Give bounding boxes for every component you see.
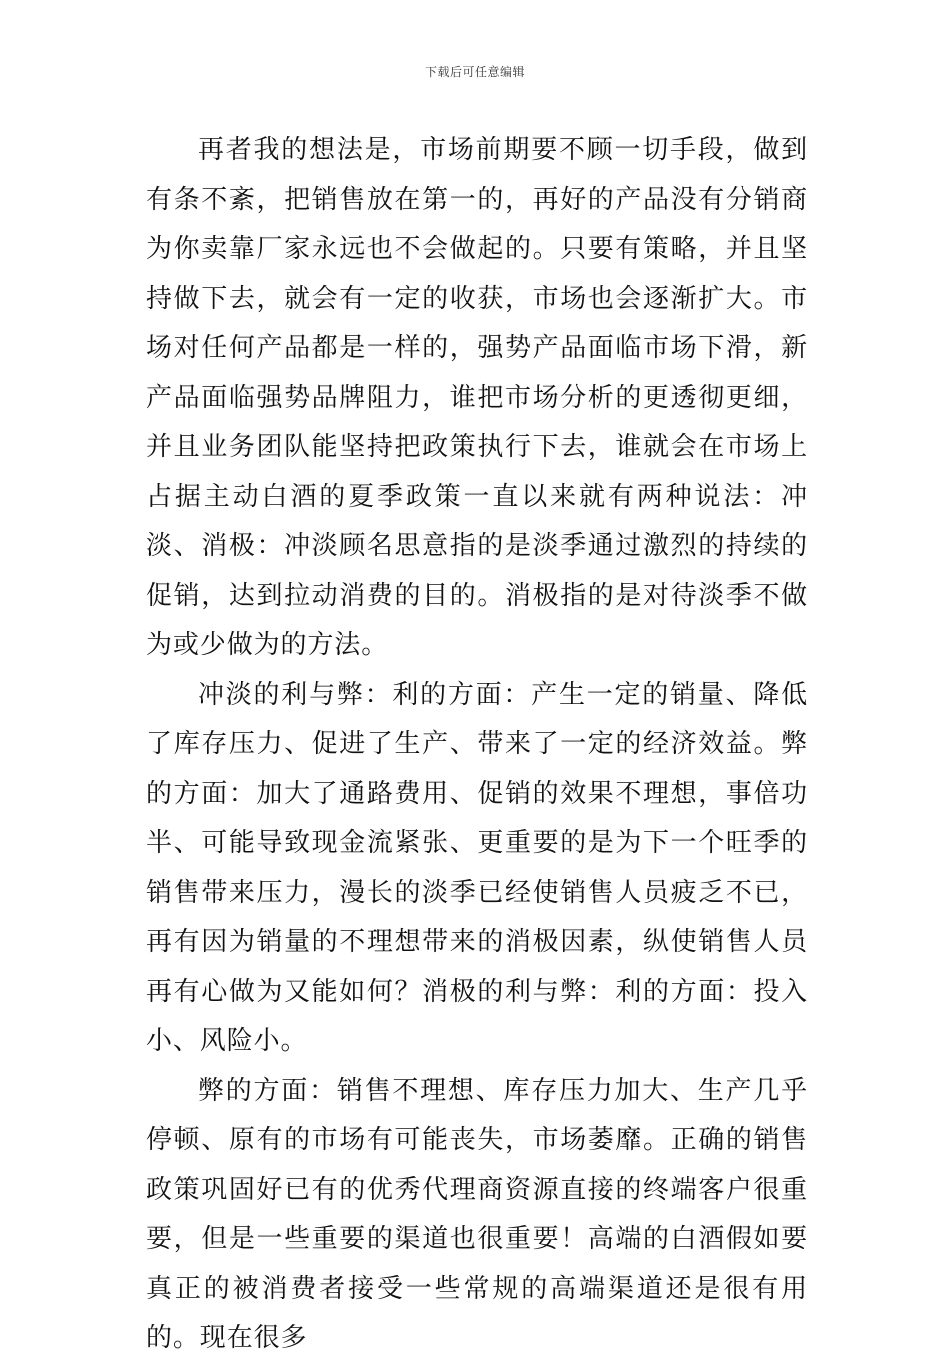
paragraph-2: 冲淡的利与弊：利的方面：产生一定的销量、降低了库存压力、促进了生产、带来了一定的经济效益。弊的方面：加大了通路费用、促销的效果不理想，事倍功半、可能导致现金流紧张、更重要的是为下一个旺季的销售带来压力，漫长的淡季已经使销售人员疲乏不已，再有因为销量的不理想带来的消极因素，纵使销售人员再有心做为又能如何？消极的利与弊：利的方面：投入小、风险小。 bbox=[146, 679, 808, 1056]
paragraph-3: 弊的方面：销售不理想、库存压力加大、生产几乎停顿、原有的市场有可能丧失，市场萎靡。正确的销售政策巩固好已有的优秀代理商资源直接的终端客户很重要，但是一些重要的渠道也很重要！高端的白酒假如要真正的被消费者接受一些常规的高端渠道还是很有用的。现在很多 bbox=[146, 1075, 808, 1353]
document-body bbox=[146, 126, 808, 1364]
page-header: 下载后可任意编辑 bbox=[424, 65, 525, 79]
paragraph-1: 再者我的想法是，市场前期要不顾一切手段，做到有条不紊，把销售放在第一的，再好的产品没有分销商为你卖靠厂家永远也不会做起的。只要有策略，并且坚持做下去，就会有一定的收获，市场也会逐渐扩大。市场对任何产品都是一样的，强势产品面临市场下滑，新产品面临强势品牌阻力，谁把市场分析的更透彻更细，并且业务团队能坚持把政策执行下去，谁就会在市场上占据主动白酒的夏季政策一直以来就有两种说法：冲淡、消极：冲淡顾名思意指的是淡季通过激烈的持续的促销，达到拉动消费的目的。消极指的是对待淡季不做为或少做为的方法。 bbox=[146, 135, 808, 660]
